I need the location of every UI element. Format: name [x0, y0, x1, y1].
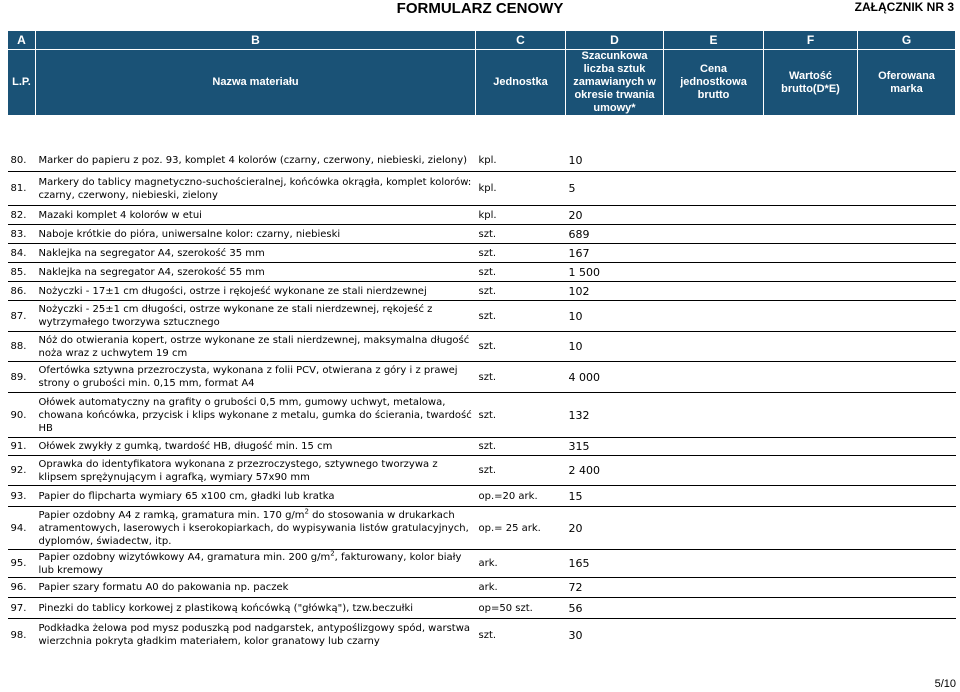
value-cell [764, 263, 858, 282]
table-row [8, 263, 956, 282]
column-header-row [8, 50, 956, 116]
brand-cell [858, 150, 956, 172]
col-header-unit-price: Cena jednostkowa brutto [664, 50, 764, 116]
price-table [7, 30, 956, 652]
lp-cell: 98. [8, 619, 36, 652]
brand-cell [858, 619, 956, 652]
lp-cell: 92. [8, 456, 36, 486]
brand-cell [858, 225, 956, 244]
name-cell: Marker do papieru z poz. 93, komplet 4 kolorów (czarny, czerwony, niebieski, zielony) [38, 154, 468, 166]
unit-price-cell [664, 393, 764, 438]
table-row [8, 578, 956, 598]
unit-price-cell [664, 486, 764, 507]
table-row [8, 225, 956, 244]
table-row [8, 507, 956, 550]
name-cell: Nożyczki - 17±1 cm długości, ostrze i rękojeść wykonane ze stali nierdzewnej [36, 282, 476, 301]
value-cell [764, 619, 858, 652]
brand-cell [858, 244, 956, 263]
unit-cell: szt. [476, 282, 566, 301]
unit-price-cell [664, 362, 764, 393]
value-cell [764, 578, 858, 598]
table-row [8, 362, 956, 393]
qty-cell: 102 [566, 282, 664, 301]
unit-price-cell [664, 438, 764, 456]
qty-cell: 132 [566, 393, 664, 438]
superscript: 2 [304, 507, 309, 516]
lp-cell: 80. [10, 154, 27, 166]
unit-cell: szt. [476, 619, 566, 652]
column-letters-row [8, 31, 956, 50]
value-cell [764, 225, 858, 244]
qty-cell: 4 000 [566, 362, 664, 393]
brand-cell [858, 550, 956, 578]
col-letter: G [858, 31, 956, 50]
col-header-name: Nazwa materiału [36, 50, 476, 116]
table-row [8, 206, 956, 225]
unit-price-cell [664, 150, 764, 172]
name-cell: Nóż do otwierania kopert, ostrze wykonane ze stali nierdzewnej, maksymalna długość noża wraz z uchwytem 19 cm [36, 332, 476, 362]
brand-cell [858, 332, 956, 362]
unit-price-cell [664, 598, 764, 619]
value-cell [764, 244, 858, 263]
name-cell: Ołówek automatyczny na grafity o grubości 0,5 mm, gumowy uchwyt, metalowa, chowana końcówka, przycisk i klips wykonane z metalu, gumka do ścierania, twardość HB [36, 393, 476, 438]
unit-cell: ark. [476, 578, 566, 598]
lp-cell: 82. [8, 206, 36, 225]
brand-cell [858, 456, 956, 486]
value-cell [764, 486, 858, 507]
lp-cell: 85. [8, 263, 36, 282]
name-cell: Naklejka na segregator A4, szerokość 55 mm [36, 263, 476, 282]
name-cell [36, 507, 476, 550]
unit-cell: op.= 25 ark. [476, 507, 566, 550]
qty-cell: 689 [566, 225, 664, 244]
unit-price-cell [664, 578, 764, 598]
qty-cell: 10 [566, 332, 664, 362]
lp-cell: 90. [8, 393, 36, 438]
lp-cell: 83. [8, 225, 36, 244]
unit-price-cell [664, 550, 764, 578]
name-cell: Naklejka na segregator A4, szerokość 35 mm [36, 244, 476, 263]
table-row [8, 244, 956, 263]
unit-price-cell [664, 263, 764, 282]
unit-cell: szt. [476, 456, 566, 486]
name-cell: Markery do tablicy magnetyczno-suchościeralnej, końcówka okrągła, komplet kolorów: czarny, czerwony, niebieski, zielony [36, 172, 476, 206]
qty-cell: 315 [566, 438, 664, 456]
name-cell: Naboje krótkie do pióra, uniwersalne kolor: czarny, niebieski [36, 225, 476, 244]
unit-price-cell [664, 301, 764, 332]
value-cell [764, 282, 858, 301]
table-row [8, 486, 956, 507]
unit-price-cell [664, 282, 764, 301]
name-text: Papier ozdobny wizytówkowy A4, gramatura min. 200 g/m [38, 551, 331, 563]
value-cell [764, 550, 858, 578]
unit-cell: szt. [476, 332, 566, 362]
qty-cell: 72 [566, 578, 664, 598]
unit-cell: szt. [476, 225, 566, 244]
brand-cell [858, 282, 956, 301]
unit-cell: op=50 szt. [476, 598, 566, 619]
brand-cell [858, 486, 956, 507]
qty-cell: 20 [566, 507, 664, 550]
col-header-qty: Szacunkowa liczba sztuk zamawianych w okresie trwania umowy* [566, 50, 664, 116]
superscript: 2 [330, 549, 335, 558]
qty-cell: 1 500 [566, 263, 664, 282]
name-cell: Ołówek zwykły z gumką, twardość HB, długość min. 15 cm [36, 438, 476, 456]
table-row [8, 150, 956, 172]
value-cell [764, 301, 858, 332]
value-cell [764, 507, 858, 550]
lp-cell: 87. [8, 301, 36, 332]
qty-cell: 56 [566, 598, 664, 619]
brand-cell [858, 578, 956, 598]
value-cell [764, 206, 858, 225]
qty-cell: 10 [566, 301, 664, 332]
qty-cell: 5 [566, 172, 664, 206]
table-row [8, 438, 956, 456]
qty-cell: 167 [566, 244, 664, 263]
unit-cell: kpl. [478, 154, 497, 166]
brand-cell [858, 206, 956, 225]
lp-cell: 89. [8, 362, 36, 393]
table-row [8, 619, 956, 652]
unit-cell: szt. [476, 263, 566, 282]
lp-cell: 88. [8, 332, 36, 362]
unit-cell: szt. [476, 438, 566, 456]
unit-cell: kpl. [476, 172, 566, 206]
lp-cell: 93. [8, 486, 36, 507]
brand-cell [858, 393, 956, 438]
unit-price-cell [664, 619, 764, 652]
col-letter: C [476, 31, 566, 50]
unit-cell: szt. [476, 393, 566, 438]
qty-cell: 20 [566, 206, 664, 225]
unit-cell: szt. [476, 244, 566, 263]
col-header-unit: Jednostka [476, 50, 566, 116]
value-cell [764, 598, 858, 619]
brand-cell [858, 438, 956, 456]
value-cell [764, 393, 858, 438]
brand-cell [858, 362, 956, 393]
name-cell [36, 550, 476, 578]
unit-price-cell [664, 507, 764, 550]
name-cell: Papier do flipcharta wymiary 65 x100 cm, gładki lub kratka [36, 486, 476, 507]
col-letter: A [8, 31, 36, 50]
unit-cell: op.=20 ark. [476, 486, 566, 507]
col-letter: E [664, 31, 764, 50]
lp-cell: 91. [8, 438, 36, 456]
table-row [8, 456, 956, 486]
value-cell [764, 362, 858, 393]
unit-cell: szt. [476, 301, 566, 332]
value-cell [764, 150, 858, 172]
page-number: 5/10 [934, 678, 956, 690]
brand-cell [858, 263, 956, 282]
lp-cell: 97. [8, 598, 36, 619]
qty-cell: 30 [566, 619, 664, 652]
unit-price-cell [664, 244, 764, 263]
table-row [8, 332, 956, 362]
col-letter: D [566, 31, 664, 50]
unit-cell: ark. [476, 550, 566, 578]
table-row [8, 550, 956, 578]
qty-cell: 15 [566, 486, 664, 507]
value-cell [764, 172, 858, 206]
brand-cell [858, 172, 956, 206]
qty-cell: 10 [568, 153, 583, 167]
lp-cell: 81. [8, 172, 36, 206]
value-cell [764, 332, 858, 362]
name-cell: Oprawka do identyfikatora wykonana z przezroczystego, sztywnego tworzywa z klipsem sprężynującym i agrafką, wymiary 57x90 mm [36, 456, 476, 486]
col-header-lp: L.P. [8, 50, 36, 116]
table-row [8, 172, 956, 206]
lp-cell: 95. [8, 550, 36, 578]
unit-price-cell [664, 456, 764, 486]
table-row [8, 301, 956, 332]
unit-price-cell [664, 206, 764, 225]
lp-cell: 84. [8, 244, 36, 263]
table-row [8, 282, 956, 301]
lp-cell: 86. [8, 282, 36, 301]
form-title: FORMULARZ CENOWY [396, 0, 564, 17]
attachment-label: ZAŁĄCZNIK NR 3 [854, 0, 954, 14]
name-text: , fakturowany, kolor biały lub kremowy [38, 551, 462, 576]
name-cell: Ofertówka sztywna przezroczysta, wykonana z folii PCV, otwierana z góry i z prawej strony o grubości min. 0,15 mm, format A4 [36, 362, 476, 393]
value-cell [764, 456, 858, 486]
unit-price-cell [664, 225, 764, 244]
unit-cell: szt. [476, 362, 566, 393]
table-row [8, 393, 956, 438]
unit-price-cell [664, 172, 764, 206]
unit-cell: kpl. [476, 206, 566, 225]
table-row [8, 598, 956, 619]
name-cell: Pinezki do tablicy korkowej z plastikową końcówką ("główką"), tzw.beczułki [36, 598, 476, 619]
lp-cell: 96. [8, 578, 36, 598]
name-text: do stosowania w drukarkach atramentowych, laserowych i kserokopiarkach, do wypisywania listów gratulacyjnych, dyplomów, świadectw, itp. [38, 509, 469, 547]
brand-cell [858, 598, 956, 619]
col-header-brand: Oferowana marka [858, 50, 956, 116]
brand-cell [858, 507, 956, 550]
qty-cell: 2 400 [566, 456, 664, 486]
value-cell [764, 438, 858, 456]
name-cell: Papier szary formatu A0 do pakowania np. paczek [36, 578, 476, 598]
col-header-value: Wartość brutto(D*E) [764, 50, 858, 116]
name-cell: Podkładka żelowa pod mysz poduszką pod nadgarstek, antypoślizgowy spód, warstwa wierzchnia pokryta gładkim materiałem, kolor granatowy lub czarny [36, 619, 476, 652]
brand-cell [858, 301, 956, 332]
col-letter: F [764, 31, 858, 50]
name-cell: Nożyczki - 25±1 cm długości, ostrze wykonane ze stali nierdzewnej, rękojeść z wytrzymałego tworzywa sztucznego [36, 301, 476, 332]
name-cell: Mazaki komplet 4 kolorów w etui [36, 206, 476, 225]
qty-cell: 165 [566, 550, 664, 578]
unit-price-cell [664, 332, 764, 362]
name-text: Papier ozdobny A4 z ramką, gramatura min. 170 g/m [38, 509, 305, 521]
lp-cell: 94. [8, 507, 36, 550]
col-letter: B [36, 31, 476, 50]
